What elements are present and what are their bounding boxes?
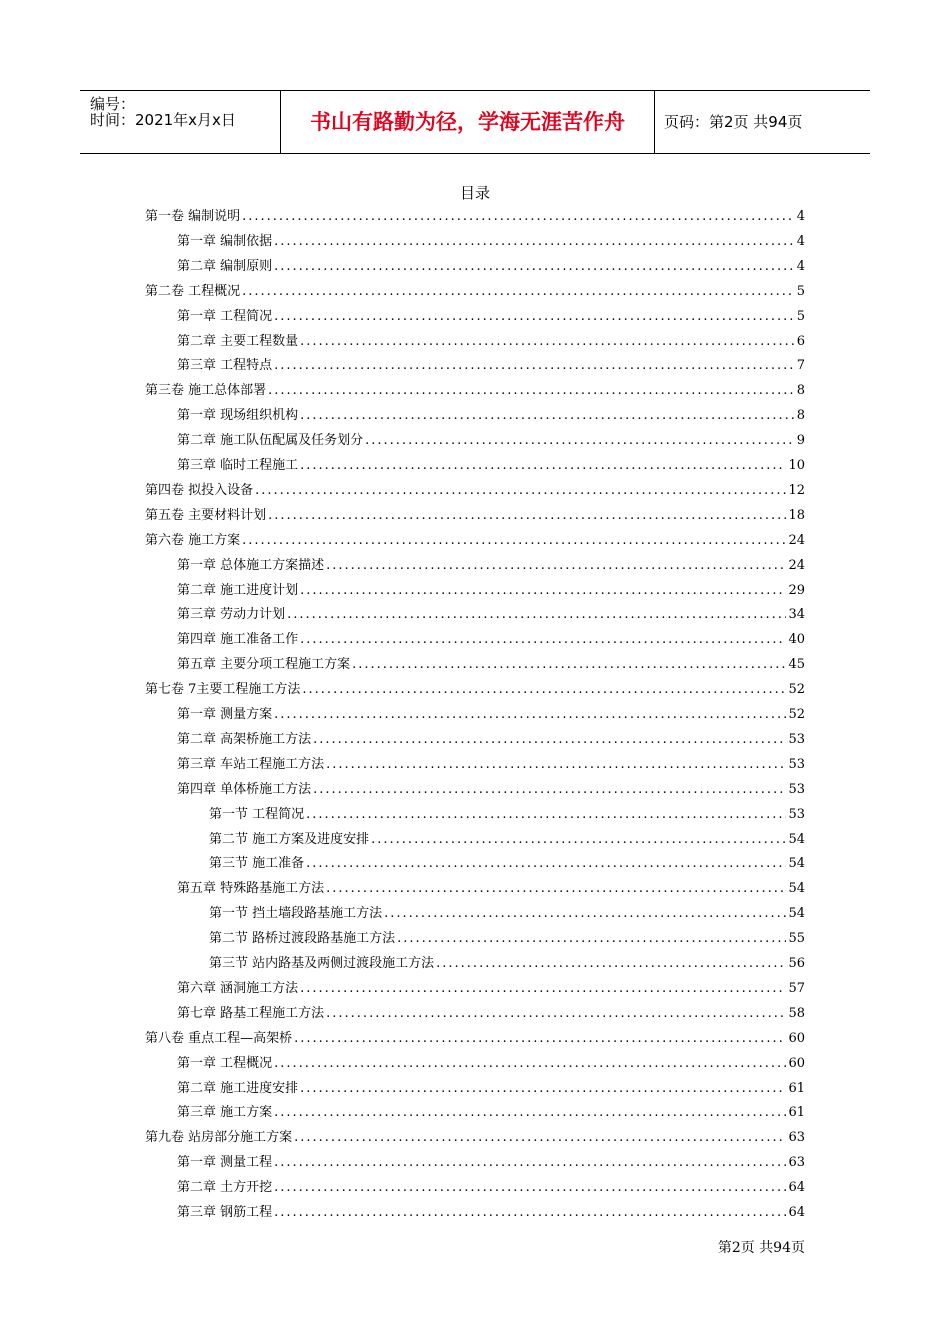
toc-leader-dots [300, 406, 795, 426]
toc-entry[interactable] [177, 257, 805, 277]
toc-entry-label: 第一章 测量方案 [177, 707, 273, 722]
toc-entry-page: 61 [788, 1080, 805, 1096]
toc-entry[interactable] [177, 232, 805, 252]
toc-entry[interactable] [177, 730, 805, 750]
toc-entry-label: 第二节 路桥过渡段路基施工方法 [209, 931, 396, 947]
toc-entry-page: 8 [796, 408, 805, 424]
page-header [80, 90, 870, 154]
toc-leader-dots [274, 1054, 786, 1074]
toc-entry-label: 第一卷 编制说明 [145, 209, 241, 224]
toc-entry-page: 53 [788, 756, 805, 772]
toc-entry-page: 6 [796, 333, 805, 349]
toc-leader-dots [274, 705, 786, 725]
toc-entry[interactable] [177, 780, 805, 800]
toc-entry-page: 5 [796, 308, 805, 324]
toc-entry-page: 5 [796, 283, 805, 299]
toc-entry-label: 第三章 工程特点 [177, 358, 273, 374]
toc-entry-page: 40 [788, 632, 805, 648]
toc-entry[interactable] [209, 929, 805, 949]
toc-entry-page: 54 [788, 831, 805, 847]
toc-entry-label: 第六章 涵洞施工方法 [177, 980, 299, 996]
toc-leader-dots [274, 1178, 786, 1198]
toc-entry[interactable] [177, 556, 805, 576]
toc-entry-label: 第一节 挡土墙段路基施工方法 [209, 906, 383, 922]
toc-entry-label: 第一章 编制依据 [177, 233, 273, 249]
toc-entry[interactable] [145, 680, 805, 700]
toc-entry-page: 53 [788, 781, 805, 797]
toc-leader-dots [242, 282, 795, 302]
toc-leader-dots [313, 780, 786, 800]
toc-leader-dots [306, 805, 786, 825]
toc-entry[interactable] [177, 1054, 805, 1074]
toc-leader-dots [300, 581, 786, 601]
toc-entry[interactable] [177, 356, 805, 376]
toc-entry[interactable] [177, 1153, 805, 1173]
toc-entry-label: 第一章 工程简况 [177, 308, 273, 324]
toc-entry-page: 60 [788, 1055, 805, 1071]
toc-leader-dots [352, 655, 786, 675]
toc-leader-dots [242, 207, 795, 227]
toc-leader-dots [300, 1079, 786, 1099]
toc-entry[interactable] [177, 979, 805, 999]
toc-entry-label: 第一章 现场组织机构 [177, 408, 299, 424]
toc-entry-label: 第九卷 站房部分施工方案 [145, 1130, 293, 1146]
toc-entry-page: 55 [788, 931, 805, 947]
toc-leader-dots [274, 307, 795, 327]
time-label: 时间：2021年x月x日 [90, 111, 236, 129]
toc-leader-dots [326, 1004, 786, 1024]
toc-entry-page: 18 [788, 507, 805, 523]
toc-entry-label: 第六卷 施工方案 [145, 532, 241, 548]
toc-entry-label: 第八卷 重点工程—高架桥 [145, 1030, 293, 1046]
toc-entry-page: 63 [788, 1130, 805, 1146]
toc-entry[interactable] [145, 1029, 805, 1049]
toc-entry-page: 7 [796, 358, 805, 374]
toc-entry[interactable] [145, 207, 805, 227]
footer-page-info: 第2页 共94页 [717, 1240, 805, 1256]
toc-entry-page: 29 [788, 582, 805, 598]
toc-entry-page: 63 [788, 1155, 805, 1171]
toc-entry-page: 52 [788, 682, 805, 698]
toc-entry-page: 4 [796, 258, 805, 274]
toc-entry-label: 第一章 测量工程 [177, 1155, 273, 1171]
toc-leader-dots [274, 1103, 786, 1123]
toc-entry-page: 54 [788, 881, 805, 897]
toc-leader-dots [274, 356, 795, 376]
toc-entry[interactable] [177, 456, 805, 476]
toc-entry[interactable] [145, 1128, 805, 1148]
toc-entry[interactable] [145, 282, 805, 302]
toc-entry-label: 第七卷 7主要工程施工方法 [145, 682, 301, 698]
header-motto: 书山有路勤为径，学海无涯苦作舟 [281, 91, 655, 153]
toc-entry[interactable] [177, 879, 805, 899]
toc-leader-dots [300, 630, 786, 650]
toc-entry-label: 第二章 编制原则 [177, 258, 273, 274]
toc-entry-page: 53 [788, 806, 805, 822]
toc-leader-dots [287, 605, 786, 625]
toc-entry[interactable] [177, 705, 805, 725]
toc-entry-page: 4 [796, 233, 805, 249]
toc-entry-page: 9 [796, 433, 805, 449]
toc-leader-dots [326, 755, 786, 775]
toc-entry-label: 第七章 路基工程施工方法 [177, 1005, 325, 1021]
toc-leader-dots [436, 954, 786, 974]
toc-entry-label: 第二章 施工队伍配属及任务划分 [177, 433, 364, 449]
toc-entry-page: 24 [788, 557, 805, 573]
number-label: 编号： [90, 95, 136, 113]
toc-entry-page: 45 [788, 657, 805, 673]
toc-entry[interactable] [209, 954, 805, 974]
toc-entry[interactable] [209, 805, 805, 825]
toc-leader-dots [397, 929, 786, 949]
header-page-info: 页码：第2页 共94页 [664, 113, 803, 131]
toc-entry[interactable] [177, 605, 805, 625]
toc-entry-label: 第四章 单体桥施工方法 [177, 781, 312, 797]
toc-entry-label: 第二章 主要工程数量 [177, 333, 299, 349]
toc-entry-label: 第二章 高架桥施工方法 [177, 731, 312, 747]
toc-entry[interactable] [145, 381, 805, 401]
toc-entry[interactable] [209, 904, 805, 924]
toc-entry[interactable] [177, 630, 805, 650]
toc-leader-dots [326, 879, 786, 899]
toc-entry-label: 第二章 施工进度安排 [177, 1080, 299, 1096]
toc-leader-dots [300, 456, 786, 476]
toc-entry[interactable] [177, 1004, 805, 1024]
toc-leader-dots [274, 232, 795, 252]
toc-leader-dots [242, 531, 786, 551]
toc-entry-label: 第一章 工程概况 [177, 1055, 273, 1071]
toc-entry[interactable] [177, 1103, 805, 1123]
toc-entry-page: 12 [788, 482, 805, 498]
toc-leader-dots [294, 1029, 786, 1049]
toc-entry[interactable] [177, 1203, 805, 1223]
toc-entry[interactable] [177, 1178, 805, 1198]
toc-entry-page: 10 [788, 458, 805, 473]
toc-entry-page: 53 [788, 731, 805, 747]
toc-leader-dots [326, 556, 786, 576]
toc-leader-dots [268, 506, 786, 526]
toc-entry-page: 8 [796, 383, 805, 399]
toc-title: 目录 [459, 184, 490, 202]
toc-entry-label: 第二章 施工进度计划 [177, 582, 299, 598]
toc-entry-label: 第二卷 工程概况 [145, 283, 241, 299]
toc-entry-page: 24 [788, 532, 805, 548]
toc-entry-page: 4 [796, 209, 805, 224]
toc-entry-label: 第五卷 主要材料计划 [145, 507, 267, 523]
toc-entry[interactable] [145, 506, 805, 526]
toc-entry-label: 第五章 主要分项工程施工方案 [177, 657, 351, 673]
toc-leader-dots [274, 1153, 786, 1173]
toc-leader-dots [274, 257, 795, 277]
toc-entry-label: 第五章 特殊路基施工方法 [177, 881, 325, 897]
toc-entry-label: 第四卷 拟投入设备 [145, 482, 254, 498]
toc-entry[interactable] [177, 1079, 805, 1099]
toc-entry-page: 52 [788, 707, 805, 722]
toc-entry-label: 第三章 劳动力计划 [177, 607, 286, 623]
toc-entry[interactable] [209, 830, 805, 850]
toc-entry[interactable] [177, 431, 805, 451]
toc-entry-label: 第三章 临时工程施工 [177, 458, 299, 473]
toc-entry-label: 第四章 施工准备工作 [177, 632, 299, 648]
toc-leader-dots [306, 854, 786, 874]
toc-entry-page: 64 [788, 1180, 805, 1196]
toc-entry-page: 54 [788, 906, 805, 922]
toc-entry-label: 第一章 总体施工方案描述 [177, 557, 325, 573]
toc-entry-page: 61 [788, 1105, 805, 1121]
toc-entry[interactable] [145, 481, 805, 501]
toc-leader-dots [365, 431, 795, 451]
toc-leader-dots [371, 830, 786, 850]
toc-leader-dots [300, 332, 795, 352]
toc-leader-dots [313, 730, 786, 750]
toc-leader-dots [300, 979, 786, 999]
toc-entry-label: 第一节 工程简况 [209, 806, 305, 822]
toc-entry-page: 60 [788, 1030, 805, 1046]
toc-entry[interactable] [177, 755, 805, 775]
toc-entry-page: 34 [788, 607, 805, 623]
toc-entry[interactable] [145, 531, 805, 551]
toc-entry[interactable] [177, 332, 805, 352]
toc-entry-label: 第三节 施工准备 [209, 856, 305, 872]
toc-entry-label: 第二章 土方开挖 [177, 1180, 273, 1196]
toc-entry-page: 54 [788, 856, 805, 872]
header-meta-cell [80, 91, 281, 153]
toc-entry[interactable] [177, 655, 805, 675]
toc-entry-label: 第三章 施工方案 [177, 1105, 273, 1121]
toc-leader-dots [384, 904, 786, 924]
toc-entry[interactable] [209, 854, 805, 874]
toc-entry[interactable] [177, 406, 805, 426]
toc-entry-page: 58 [788, 1005, 805, 1021]
toc-entry-page: 64 [788, 1205, 805, 1220]
toc-entry[interactable] [177, 581, 805, 601]
toc-entry-label: 第三章 车站工程施工方法 [177, 756, 325, 772]
toc-entry-page: 56 [788, 956, 805, 971]
toc-leader-dots [302, 680, 786, 700]
toc-entry-label: 第二节 施工方案及进度安排 [209, 831, 370, 847]
toc-entry-page: 57 [788, 980, 805, 996]
toc-leader-dots [294, 1128, 786, 1148]
toc-entry[interactable] [177, 307, 805, 327]
toc-entry-label: 第三节 站内路基及两侧过渡段施工方法 [209, 956, 435, 971]
toc-entry-label: 第三章 钢筋工程 [177, 1205, 273, 1220]
toc-leader-dots [268, 381, 795, 401]
toc-entry-label: 第三卷 施工总体部署 [145, 383, 267, 399]
toc-leader-dots [274, 1203, 786, 1223]
toc-leader-dots [255, 481, 786, 501]
